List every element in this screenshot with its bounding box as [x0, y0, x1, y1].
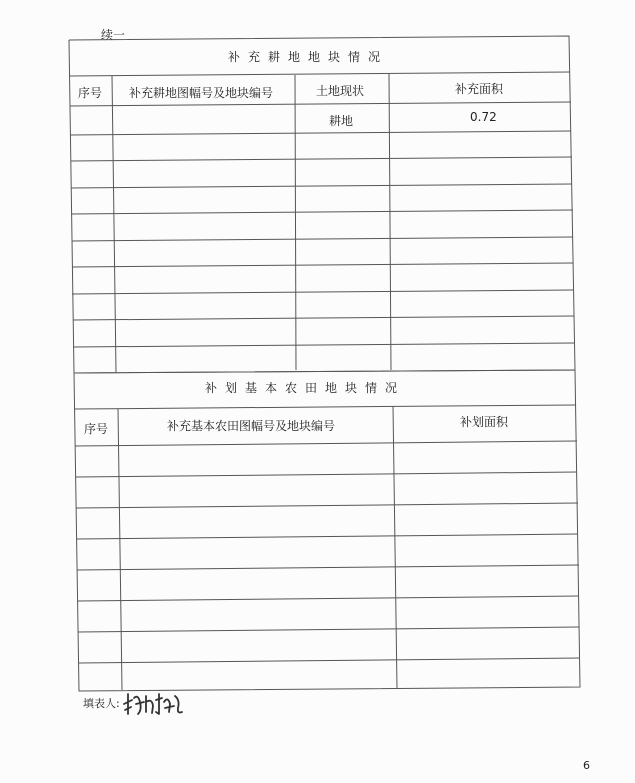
filler-label: 填表人:	[83, 697, 120, 710]
supplement-col-map-id: 补充耕地图幅号及地块编号	[129, 86, 274, 100]
continued-label: 续一	[101, 28, 126, 42]
supplement-col-seq: 序号	[78, 86, 103, 100]
farmland-col-seq: 序号	[84, 422, 109, 436]
supplement-col-land-status: 土地现状	[316, 84, 365, 98]
supplement-table-title: 补充耕地地块情况	[228, 50, 389, 64]
table-row-cell-land-status: 耕地	[329, 114, 354, 128]
farmland-col-map-id: 补充基本农田图幅号及地块编号	[167, 419, 336, 433]
signature-image	[122, 690, 184, 718]
supplement-col-area: 补充面积	[455, 82, 504, 96]
table-row-cell-area: 0.72	[470, 110, 497, 124]
farmland-col-area: 补划面积	[460, 415, 509, 429]
page-number: 6	[583, 759, 590, 772]
farmland-table-title: 补划基本农田地块情况	[205, 381, 406, 395]
